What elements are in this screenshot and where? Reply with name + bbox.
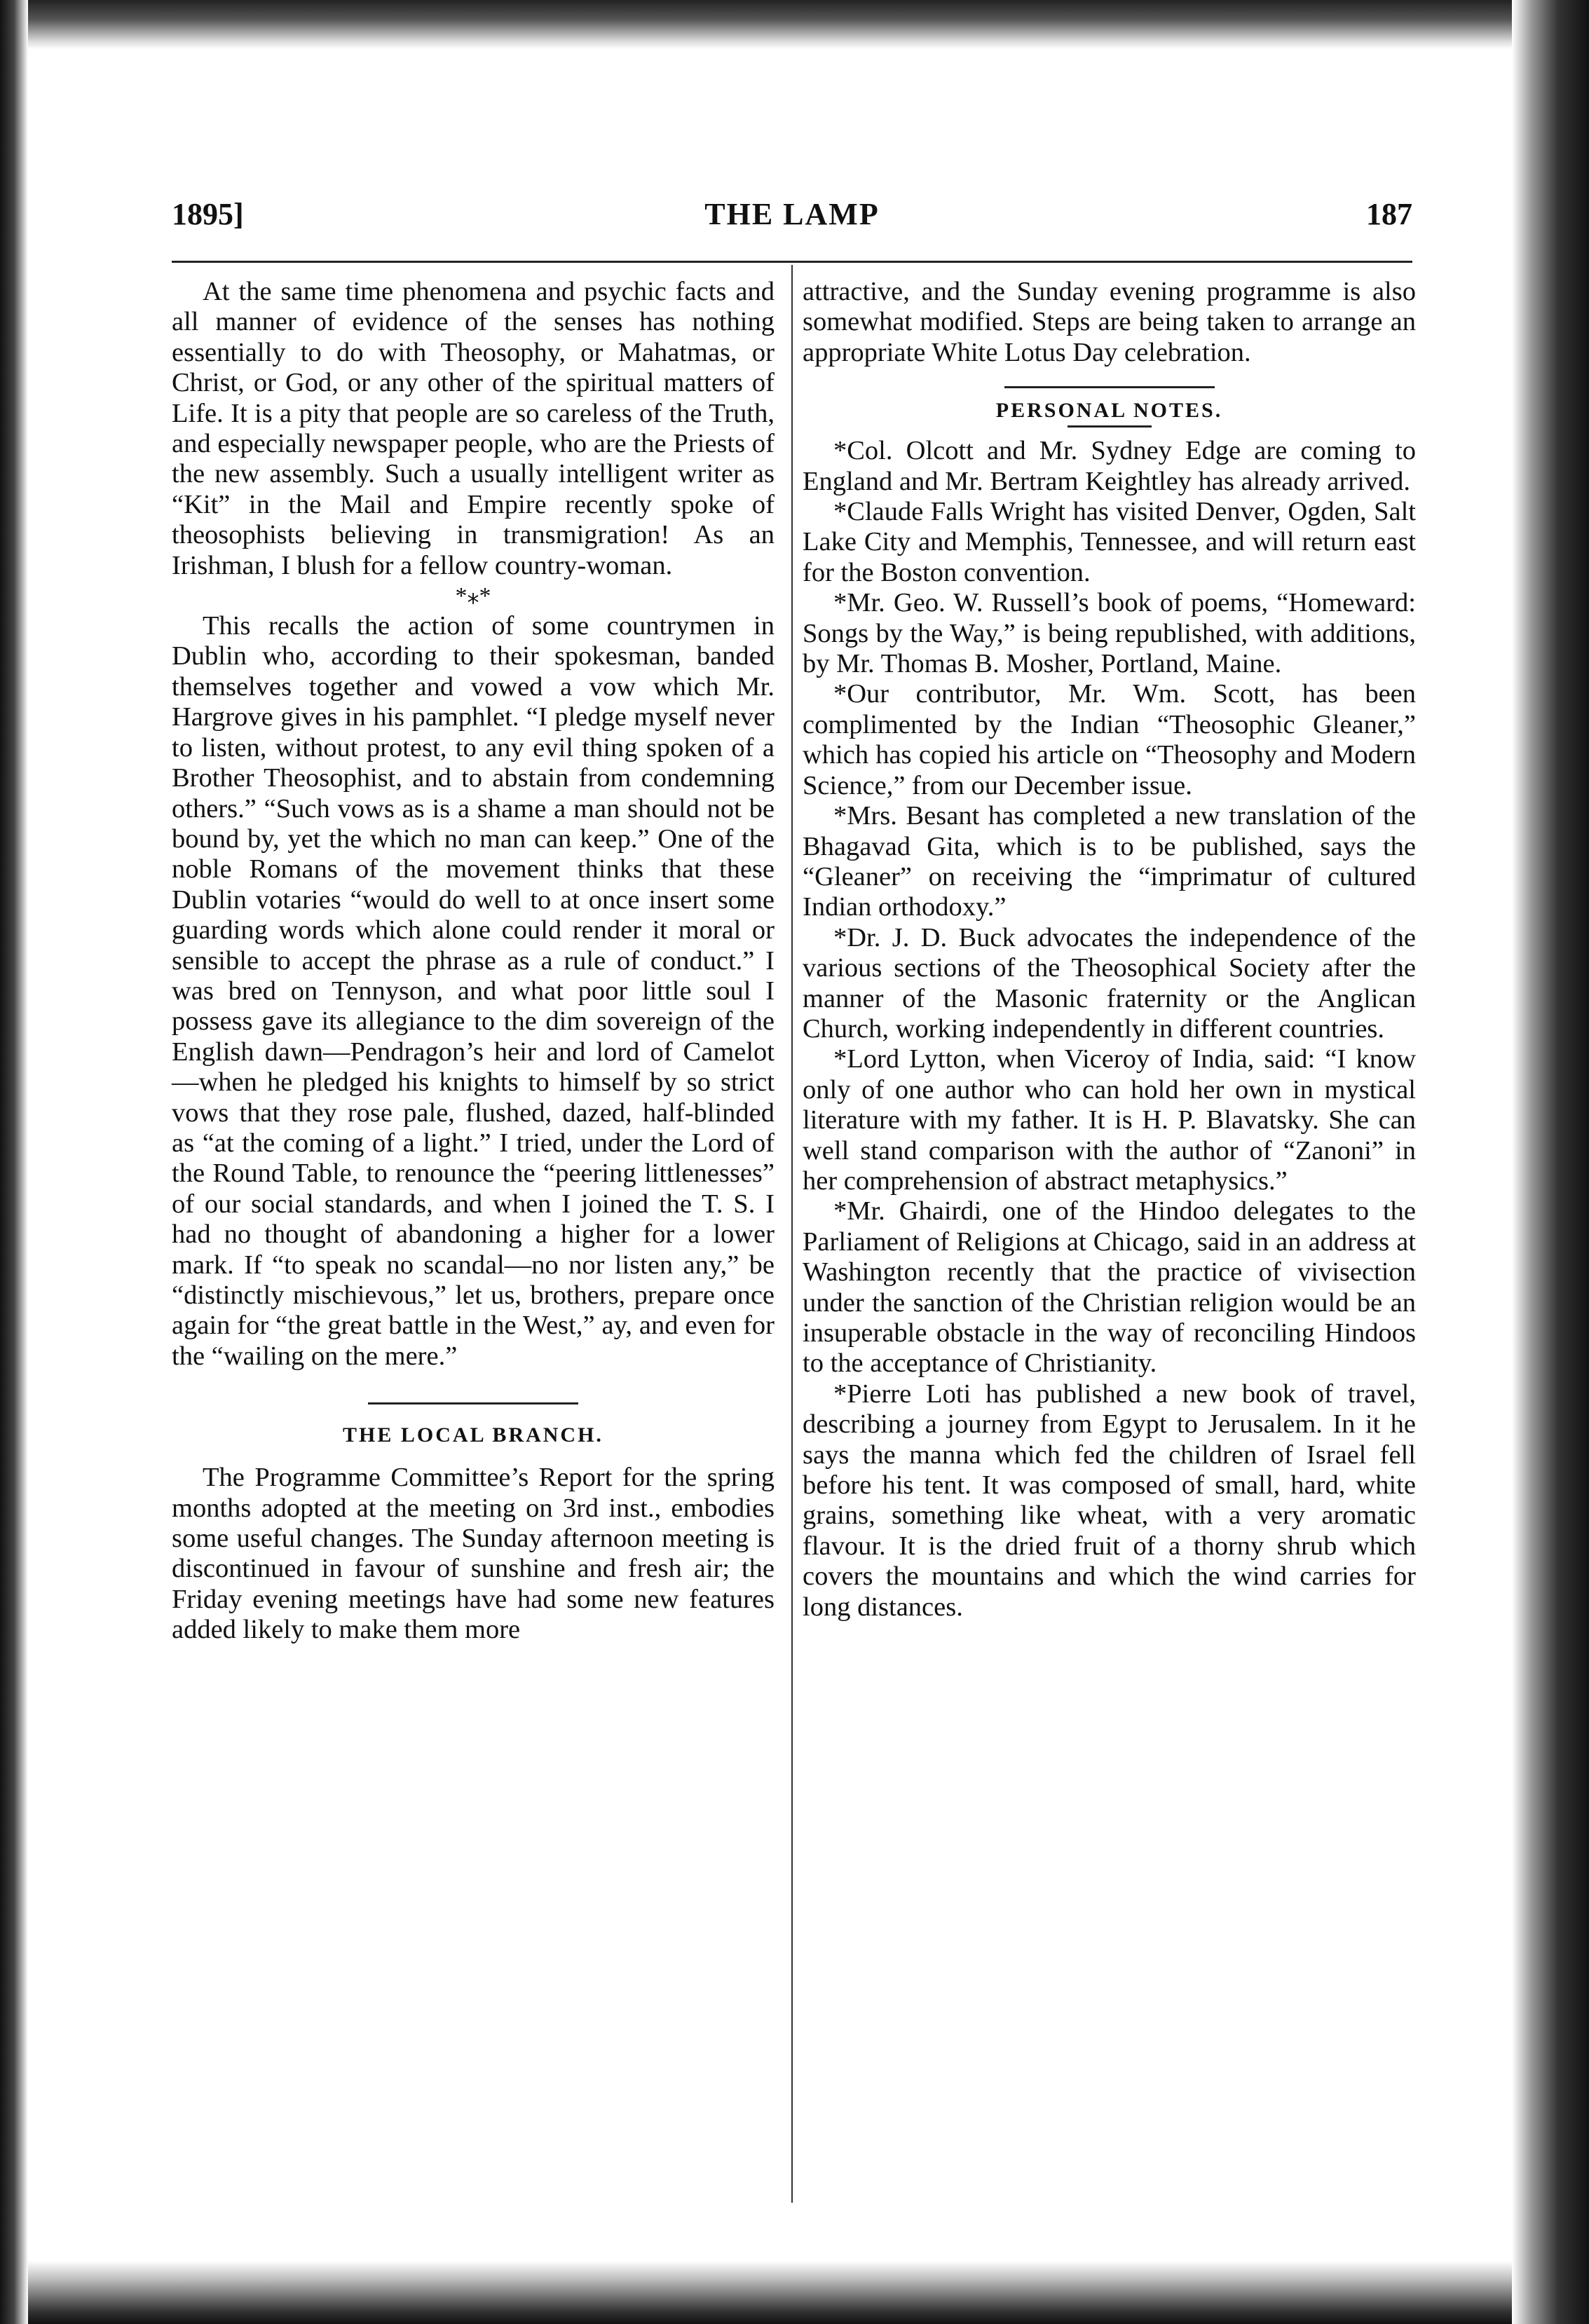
scan-edge-top (0, 0, 1589, 49)
scan-edge-left (0, 0, 28, 2324)
personal-note: *Mr. Ghairdi, one of the Hindoo delegates to the Parliament of Religions at Chicago, said in an address at Washington recently that the practice of vivisection under the sanction of the Christian religion would be an insuperable obstacle in the way of reconciling Hindoos to the acceptance of Christianity. (803, 1196, 1416, 1379)
personal-note: *Pierre Loti has published a new book of travel, describing a journey from Egypt to Jerusalem. In it he says the manna which fed the children of Israel fell before his tent. It was composed of small, hard, white grains, something like wheat, with a very aromatic flavour. It is the dried fruit of a thorny shrub which covers the mountains and which the wind carries for long distances. (803, 1379, 1416, 1622)
scan-edge-right (1512, 0, 1589, 2324)
running-head-year: 1895] (172, 197, 244, 231)
section-heading-personal-notes: PERSONAL NOTES. (995, 399, 1223, 423)
paragraph: At the same time phenomena and psychic facts and all manner of evidence of the senses has nothing essentially to do with Theosophy, or Mahatmas, or Christ, or God, or any other of the spiritual matters of Life. It is a pity that people are so careless of the Truth, and especially newspaper people, who are the Priests of the new assembly. Such a usually intelligent writer as “Kit” in the Mail and Empire recently spoke of theosophists believing in transmigration! As an Irishman, I blush for a fellow country-woman. (172, 277, 775, 580)
personal-note: *Lord Lytton, when Viceroy of India, said: “I know only of one author who can hold her own in mystical literature with my father. It is H. P. Blavatsky. She can well stand comparison with the author of “Zanoni” in her comprehension of abstract metaphysics.” (803, 1044, 1416, 1196)
column-divider (791, 265, 793, 2203)
left-column (172, 277, 775, 1646)
scan-edge-bottom (0, 2261, 1589, 2324)
journal-title: THE LAMP (704, 197, 880, 231)
section-break-asterism: *⁎* (455, 583, 491, 610)
personal-note: *Col. Olcott and Mr. Sydney Edge are coming to England and Mr. Bertram Keightley has already arrived. (803, 436, 1416, 496)
running-head (172, 196, 1412, 245)
right-column (803, 277, 1416, 1622)
paragraph: This recalls the action of some countrymen in Dublin who, according to their spokesman, banded themselves together and vowed a vow which Mr. Hargrove gives in his pamphlet. “I pledge myself never to listen, without protest, to any evil thing spoken of a Brother Theosophist, and to abstain from condemning others.” “Such vows as is a shame a man should not be bound by, yet the which no man can keep.” One of the noble Romans of the movement thinks that these Dublin votaries “would do well to at once insert some guarding words which alone could render it moral or sensible to accept the phrase as a rule of conduct.” I was bred on Tennyson, and what poor little soul I possess gave its allegiance to the dim sovereign of the English dawn—Pendragon’s heir and lord of Camelot—when he pledged his knights to himself by so strict vows that they rose pale, flushed, dazed, half-blinded as “at the coming of a light.” I tried, under the Lord of the Round Table, to renounce the “peering littlenesses” of our social standards, and when I joined the T. S. I had no thought of abandoning a higher for a lower mark. If “to speak no scandal—no nor listen any,” be “distinctly mischievous,” let us, brothers, prepare once again for “the great battle in the West,” ay, and even for the “wailing on the mere.” (172, 611, 775, 1371)
personal-note: *Dr. J. D. Buck advocates the independence of the various sections of the Theosophical Society after the manner of the Masonic fraternity or the Anglican Church, working independently in different countries. (803, 922, 1416, 1044)
header-rule (172, 261, 1412, 263)
paragraph: The Programme Committee’s Report for the spring months adopted at the meeting on 3rd inst., embodies some useful changes. The Sunday afternoon meeting is discontinued in favour of sunshine and fresh air; the Friday evening meetings have had some new features added likely to make them more (172, 1463, 775, 1645)
page-number: 187 (1366, 197, 1412, 231)
section-heading-local-branch: THE LOCAL BRANCH. (343, 1423, 603, 1447)
personal-note: *Our contributor, Mr. Wm. Scott, has been complimented by the Indian “Theosophic Gleaner,” which has copied his article on “Theosophy and Modern Science,” from our December issue. (803, 679, 1416, 800)
paragraph-continuation: attractive, and the Sunday evening programme is also somewhat modified. Steps are being taken to arrange an appropriate White Lotus Day celebration. (803, 277, 1416, 367)
personal-note: *Claude Falls Wright has visited Denver, Ogden, Salt Lake City and Memphis, Tennessee, and will return east for the Boston convention. (803, 497, 1416, 587)
personal-note: *Mr. Geo. W. Russell’s book of poems, “Homeward: Songs by the Way,” is being republished, with additions, by Mr. Thomas B. Mosher, Portland, Maine. (803, 588, 1416, 679)
personal-note: *Mrs. Besant has completed a new translation of the Bhagavad Gita, which is to be published, says the “Gleaner” on receiving the “imprimatur of cultured Indian orthodoxy.” (803, 801, 1416, 922)
